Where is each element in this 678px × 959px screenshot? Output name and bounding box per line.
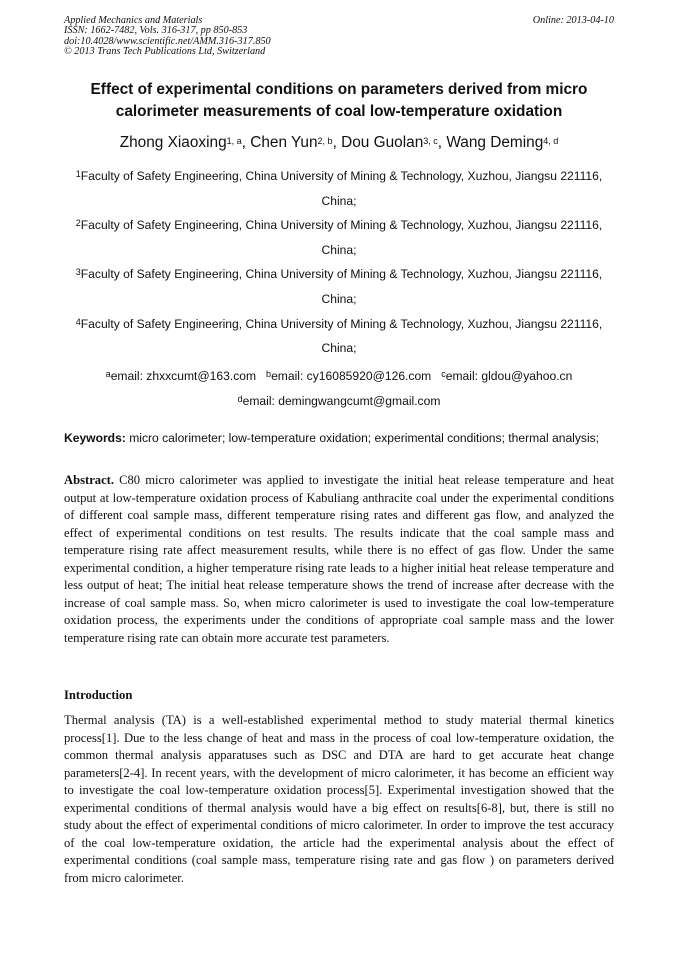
journal-doi[interactable]: doi:10.4028/www.scientific.net/AMM.316-317.850 bbox=[64, 35, 271, 47]
email-link[interactable]: email: demingwangcumt@gmail.com bbox=[242, 393, 441, 408]
email-link[interactable]: email: zhxxcumt@163.com bbox=[110, 369, 257, 383]
affiliation-sup: 1 bbox=[75, 169, 81, 179]
affiliation bbox=[64, 262, 614, 311]
email-row bbox=[64, 389, 614, 414]
author-sup: 3, c bbox=[423, 136, 438, 146]
abstract-text: C80 micro calorimeter was applied to investigate the initial heat release temperature and heat output at low-temperature oxidation process of Kabuliang anthracite coal under the experimental conditions of different coal sample mass, different temperature rising rates and different gas flow, and analyzed the effect of experimental conditions on test results. The results indicate that the coal sample mass and temperature rising rate affect measurement results, while there is no effect of gas flow. Under the same experimental condition, a higher temperature rising rate leads to a higher initial heat release temperature and less output of heat; The initial heat release temperature shows the trend of increase after decrease with the increase of coal sample mass. So, when micro calorimeter is used to investigate the coal low-temperature oxidation process, the experiments under the conditions of appropriate coal sample mass and the lower temperature rising rate can obtain more accurate test parameters. bbox=[64, 473, 614, 645]
journal-info bbox=[64, 16, 424, 58]
affiliation bbox=[64, 164, 614, 213]
author-sup: 1, a bbox=[226, 136, 242, 146]
paper-title: Effect of experimental conditions on parameters derived from micro calorimeter measurements of coal low-temperature oxidation bbox=[90, 81, 588, 120]
email-link[interactable]: email: cy16085920@126.com bbox=[271, 369, 432, 383]
email-row bbox=[64, 364, 614, 389]
author-name: Chen Yun bbox=[250, 134, 318, 151]
keywords-label: Keywords: bbox=[64, 431, 126, 445]
journal-name: Applied Mechanics and Materials bbox=[64, 15, 203, 26]
author-name: Zhong Xiaoxing bbox=[119, 134, 227, 151]
journal-copyright: © 2013 Trans Tech Publications Ltd, Switzerland bbox=[64, 46, 266, 58]
online-date: Online: 2013-04-10 bbox=[532, 15, 614, 26]
affiliation-sup: 4 bbox=[75, 316, 81, 327]
author-list: Zhong Xiaoxing$^{1, a}$, Chen Yun$^{2, b}$, Dou Guolan$^{3, c}$, Wang Deming$^{4, d}$ bbox=[119, 134, 559, 151]
email-link[interactable]: email: gldou@yahoo.cn bbox=[445, 369, 573, 383]
introduction-heading: Introduction bbox=[64, 688, 133, 702]
journal-issn: ISSN: 1662-7482, Vols. 316-317, pp 850-853 bbox=[64, 25, 248, 37]
affiliation bbox=[64, 312, 614, 361]
affiliation bbox=[64, 213, 614, 262]
affiliation-sup: 2 bbox=[75, 218, 81, 229]
email-sup: d bbox=[237, 393, 243, 404]
author-name: Dou Guolan bbox=[341, 134, 424, 151]
email-sup: c bbox=[441, 369, 446, 379]
affiliation-text: Faculty of Safety Engineering, China University of Mining & Technology, Xuzhou, Jiangsu 221116, China; bbox=[80, 316, 603, 356]
email-sup: a bbox=[105, 369, 111, 379]
affiliation-text: Faculty of Safety Engineering, China University of Mining & Technology, Xuzhou, Jiangsu 221116, China; bbox=[80, 169, 603, 208]
author-sup: 4, d bbox=[543, 136, 559, 146]
introduction-body: Thermal analysis (TA) is a well-established experimental method to study material thermal kinetics process[1]. Due to the less change of heat and mass in the process of coal low-temperature oxidation, the common thermal analysis apparatuses such as DSC and DTA are hard to get accurate heat change parameters[2-4]. In recent years, with the development of micro calorimeter, it has become an efficient way to investigate the coal low-temperature oxidation process[5]. Experimental investigation showed that the experimental conditions of thermal analysis would have a big effect on results[6-8], but, there is still no study about the effect of experimental conditions of micro calorimeter. In order to improve the test accuracy of the coal low-temperature oxidation, the article had the experimental analysis about the effect of experimental conditions (coal sample mass, temperature rising rate and gas flow ) on parameters derived from micro calorimeter. bbox=[64, 713, 614, 885]
keywords-text: micro calorimeter; low-temperature oxidation; experimental conditions; thermal analysis; bbox=[129, 431, 600, 445]
email-list bbox=[64, 364, 614, 413]
keywords bbox=[64, 430, 614, 447]
author-sup: 2, b bbox=[317, 136, 333, 146]
abstract bbox=[64, 472, 614, 647]
affiliation-text: Faculty of Safety Engineering, China University of Mining & Technology, Xuzhou, Jiangsu 221116, China; bbox=[80, 267, 603, 306]
abstract-label: Abstract. bbox=[64, 473, 115, 487]
affiliation-text: Faculty of Safety Engineering, China University of Mining & Technology, Xuzhou, Jiangsu 221116, China; bbox=[80, 218, 603, 257]
affiliation-list bbox=[64, 164, 614, 361]
affiliation-sup: 3 bbox=[75, 267, 81, 278]
author-name: Wang Deming bbox=[446, 134, 544, 151]
email-sup: b bbox=[266, 369, 272, 379]
